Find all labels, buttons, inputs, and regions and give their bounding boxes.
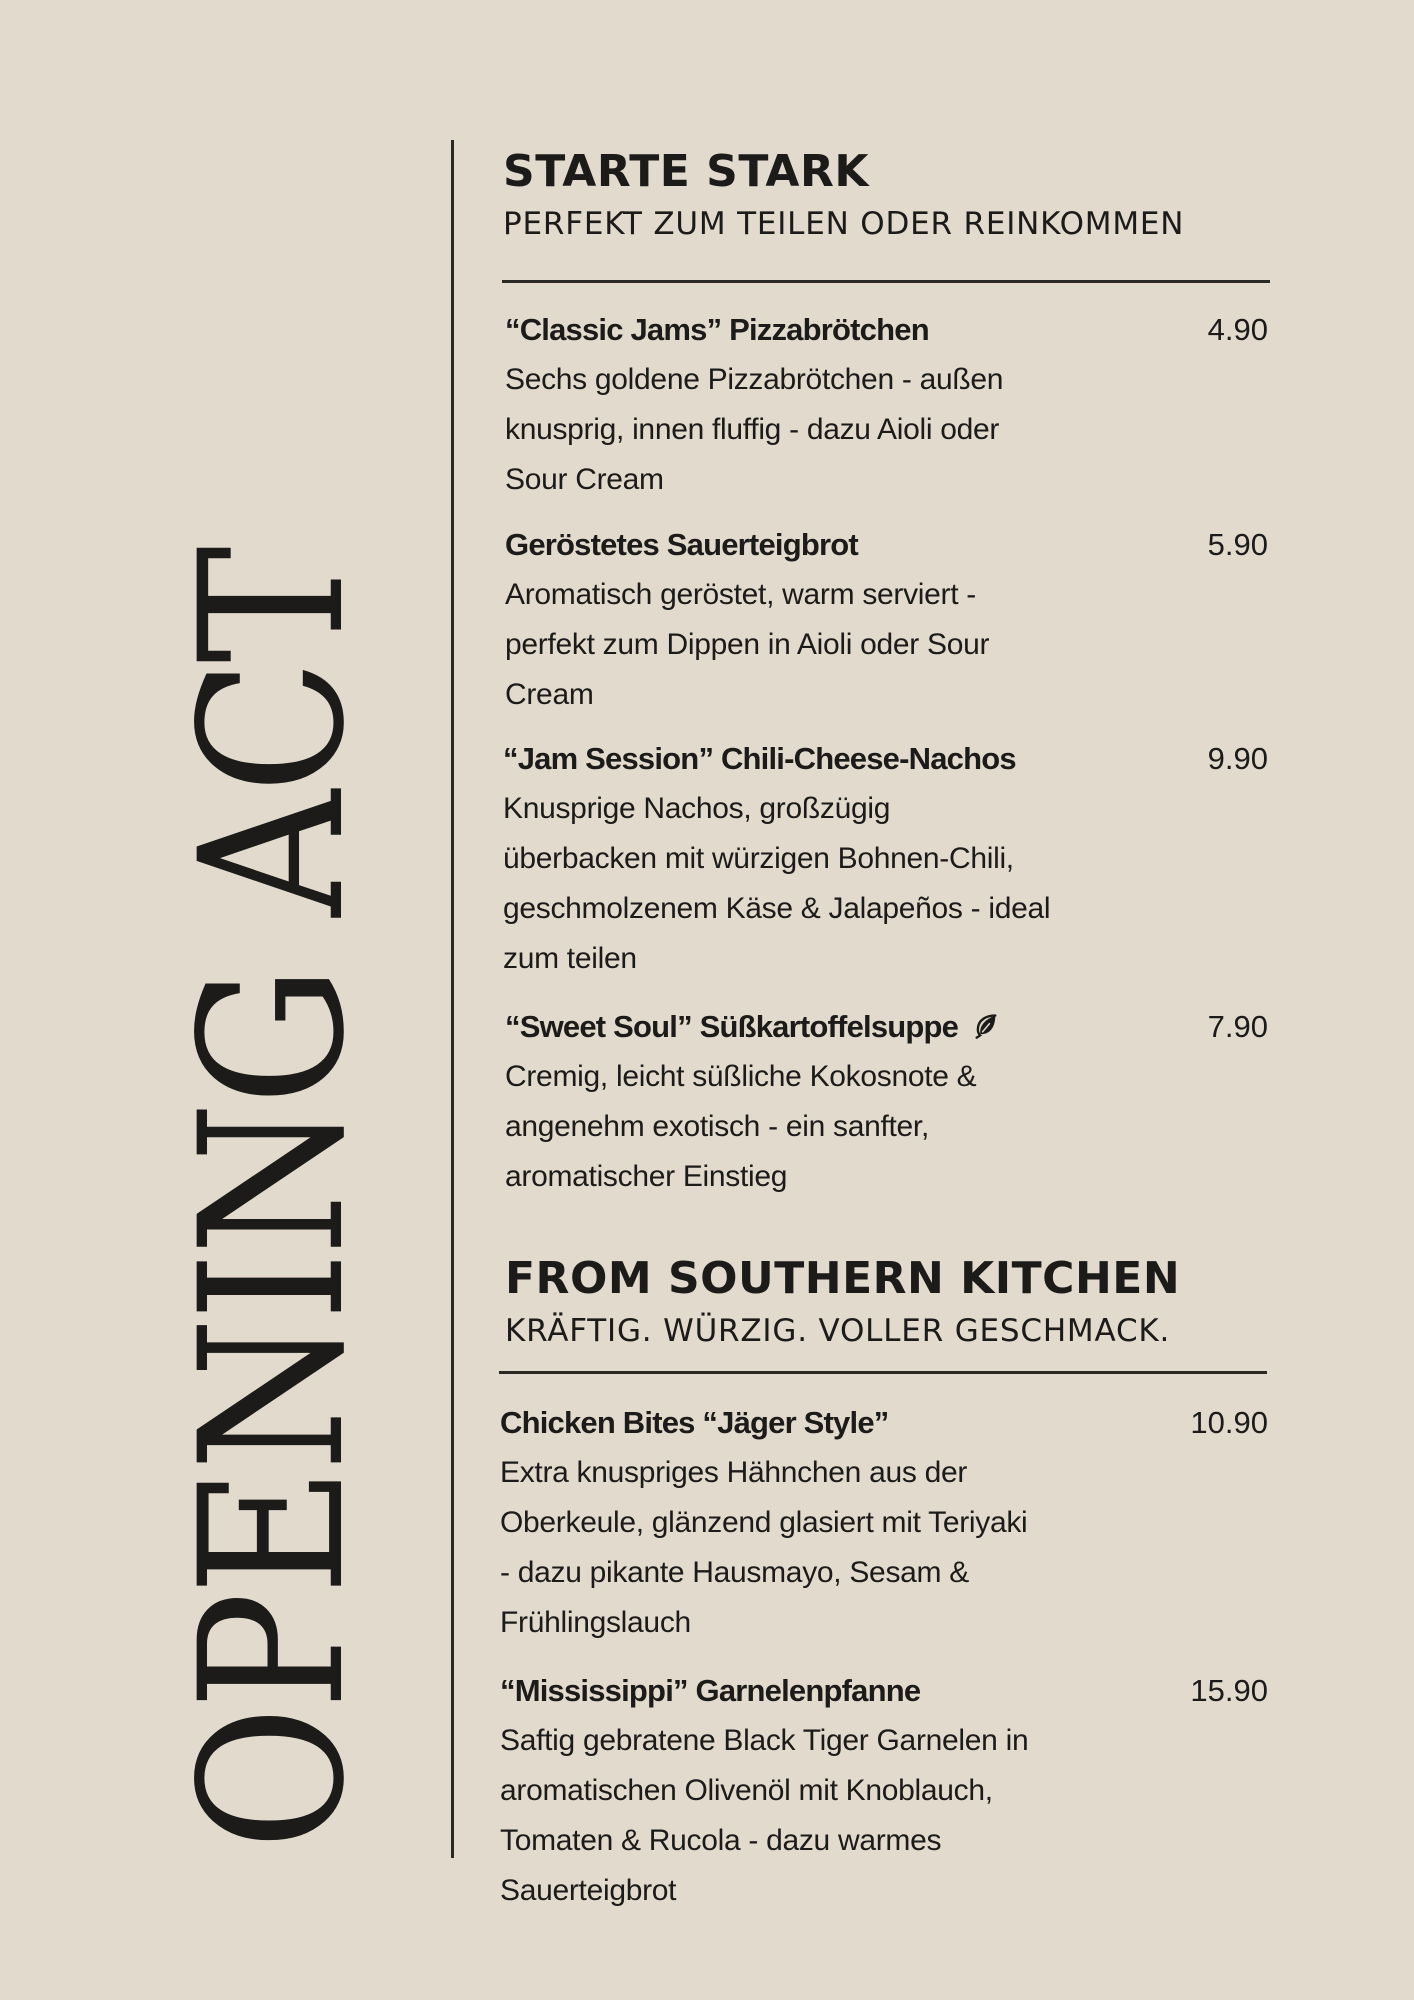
item-price: 7.90 <box>1207 1009 1268 1044</box>
description-line: Extra knuspriges Hähnchen aus der <box>500 1456 968 1489</box>
item-price: 15.90 <box>1190 1673 1268 1708</box>
vertical-divider <box>451 140 454 1858</box>
description-line: überbacken mit würzigen Bohnen-Chili, <box>503 842 1014 875</box>
description-line: Cream <box>505 678 594 711</box>
item-price: 4.90 <box>1207 312 1268 347</box>
description-line: zum teilen <box>503 942 637 975</box>
section-title: STARTE STARK <box>503 146 869 197</box>
description-line: aromatischen Olivenöl mit Knoblauch, <box>500 1774 993 1807</box>
description-line: Aromatisch geröstet, warm serviert - <box>505 578 976 611</box>
vertical-title-wrap <box>157 549 388 1850</box>
menu-item <box>505 305 1268 505</box>
section-title: FROM SOUTHERN KITCHEN <box>505 1253 1181 1304</box>
item-description <box>500 1716 1268 1916</box>
description-line: perfekt zum Dippen in Aioli oder Sour <box>505 628 990 661</box>
vertical-title <box>157 549 388 1850</box>
description-line: Sour Cream <box>505 463 664 496</box>
description-line: Oberkeule, glänzend glasiert mit Teriyaki <box>500 1506 1028 1539</box>
section-starte-stark <box>503 146 1270 244</box>
description-line: Tomaten & Rucola - dazu warmes <box>500 1824 942 1857</box>
menu-item <box>500 1398 1268 1648</box>
description-line: angenehm exotisch - ein sanfter, <box>505 1110 929 1143</box>
menu-item <box>503 734 1268 984</box>
item-name: “Sweet Soul” Süßkartoffelsuppe <box>505 1009 959 1044</box>
description-line: Frühlingslauch <box>500 1606 691 1639</box>
description-line: Sauerteigbrot <box>500 1874 677 1907</box>
item-description <box>505 355 1268 505</box>
description-line: aromatischer Einstieg <box>505 1160 788 1193</box>
item-price: 9.90 <box>1207 741 1268 776</box>
item-name: Geröstetes Sauerteigbrot <box>505 527 858 562</box>
description-line: geschmolzenem Käse & Jalapeños - ideal <box>503 892 1051 925</box>
menu-item <box>505 520 1268 720</box>
item-price: 10.90 <box>1190 1405 1268 1440</box>
item-description <box>503 784 1268 984</box>
section-subtitle: KRÄFTIG. WÜRZIG. VOLLER GESCHMACK. <box>505 1313 1171 1349</box>
item-price: 5.90 <box>1207 527 1268 562</box>
item-name: “Mississippi” Garnelenpfanne <box>500 1673 921 1708</box>
description-line: Knusprige Nachos, großzügig <box>503 792 891 825</box>
item-name: “Classic Jams” Pizzabrötchen <box>505 312 929 347</box>
description-line: - dazu pikante Hausmayo, Sesam & <box>500 1556 969 1589</box>
description-line: knusprig, innen fluffig - dazu Aioli oder <box>505 413 1000 446</box>
item-description <box>505 1052 1268 1202</box>
description-line: Cremig, leicht süßliche Kokosnote & <box>505 1060 977 1093</box>
item-name: Chicken Bites “Jäger Style” <box>500 1405 889 1440</box>
section-subtitle: PERFEKT ZUM TEILEN ODER REINKOMMEN <box>503 206 1185 242</box>
description-line: Saftig gebratene Black Tiger Garnelen in <box>500 1724 1029 1757</box>
item-description <box>505 570 1268 720</box>
item-description <box>500 1448 1268 1648</box>
vertical-title-text: OPENING ACT <box>157 549 388 1850</box>
menu-item <box>505 1002 1268 1202</box>
item-name-wrap <box>505 1002 1000 1052</box>
menu-item <box>500 1666 1268 1916</box>
description-line: Sechs goldene Pizzabrötchen - außen <box>505 363 1004 396</box>
item-name: “Jam Session” Chili-Cheese-Nachos <box>503 741 1016 776</box>
section-divider <box>502 280 1270 283</box>
leaf-icon <box>972 1012 1000 1040</box>
section-divider <box>499 1371 1267 1374</box>
section-southern-kitchen <box>505 1253 1270 1351</box>
